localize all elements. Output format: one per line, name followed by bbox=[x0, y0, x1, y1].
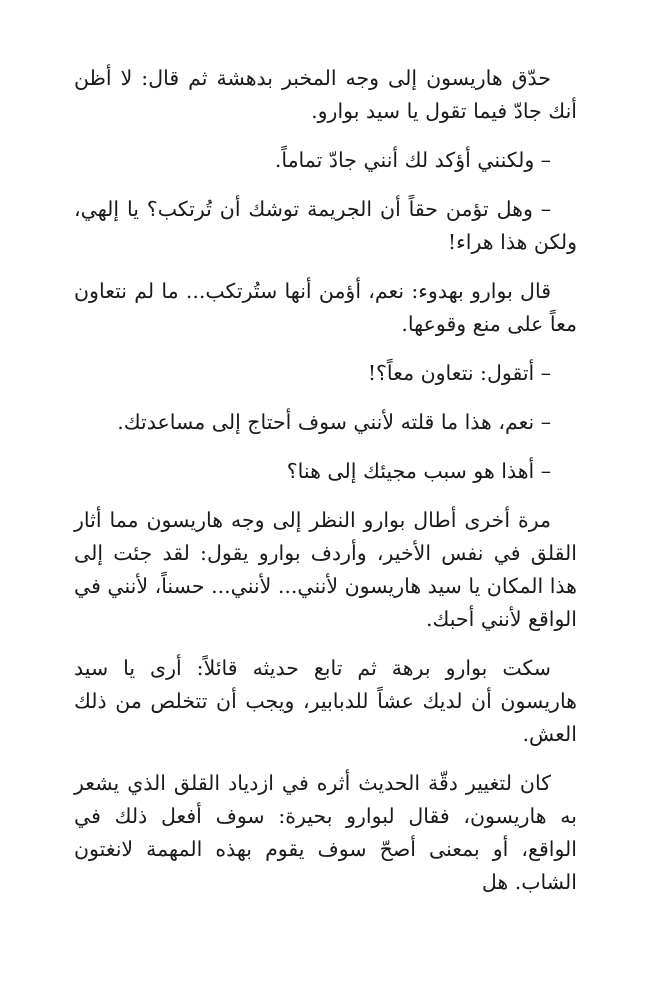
paragraph-5: – أتقول: نتعاون معاً؟! bbox=[367, 361, 551, 385]
paragraph-4: قال بوارو بهدوء: نعم، أؤمن أنها ستُرتكب... ما لم نتعاون معاً على منع وقوعها. bbox=[74, 279, 577, 336]
paragraph-10: كان لتغيير دقّة الحديث أثره في ازدياد القلق الذي يشعر به هاريسون، فقال لبوارو بحيرة: سوف أفعل ذلك في الواقع، أو بمعنى أصحّ سوف يقوم بهذه المهمة لانغتون الشاب. هل bbox=[74, 771, 577, 894]
paragraph-6: – نعم، هذا ما قلته لأنني سوف أحتاج إلى مساعدتك. bbox=[117, 410, 551, 434]
paragraph-7: – أهذا هو سبب مجيئك إلى هنا؟ bbox=[286, 459, 551, 483]
book-page bbox=[74, 62, 577, 915]
paragraph-3: – وهل تؤمن حقاً أن الجريمة توشك أن تُرتكب؟ يا إلهي، ولكن هذا هراء! bbox=[74, 197, 577, 254]
paragraph-8: مرة أخرى أطال بوارو النظر إلى وجه هاريسون مما أثار القلق في نفس الأخير، وأردف بوارو يقول: لقد جئت إلى هذا المكان يا سيد هاريسون لأنني... لأنني... حسناً، لأنني في الواقع لأنني أحبك. bbox=[73, 508, 577, 631]
paragraph-1: حدّق هاريسون إلى وجه المخبر بدهشة ثم قال: لا أظن أنك جادّ فيما تقول يا سيد بوارو. bbox=[74, 66, 577, 123]
paragraph-2: – ولكنني أؤكد لك أنني جادّ تماماً. bbox=[274, 148, 551, 172]
paragraph-9: سكت بوارو برهة ثم تابع حديثه قائلاً: أرى يا سيد هاريسون أن لديك عشاً للدبابير، ويجب أن تتخلص من ذلك العش. bbox=[74, 656, 577, 746]
